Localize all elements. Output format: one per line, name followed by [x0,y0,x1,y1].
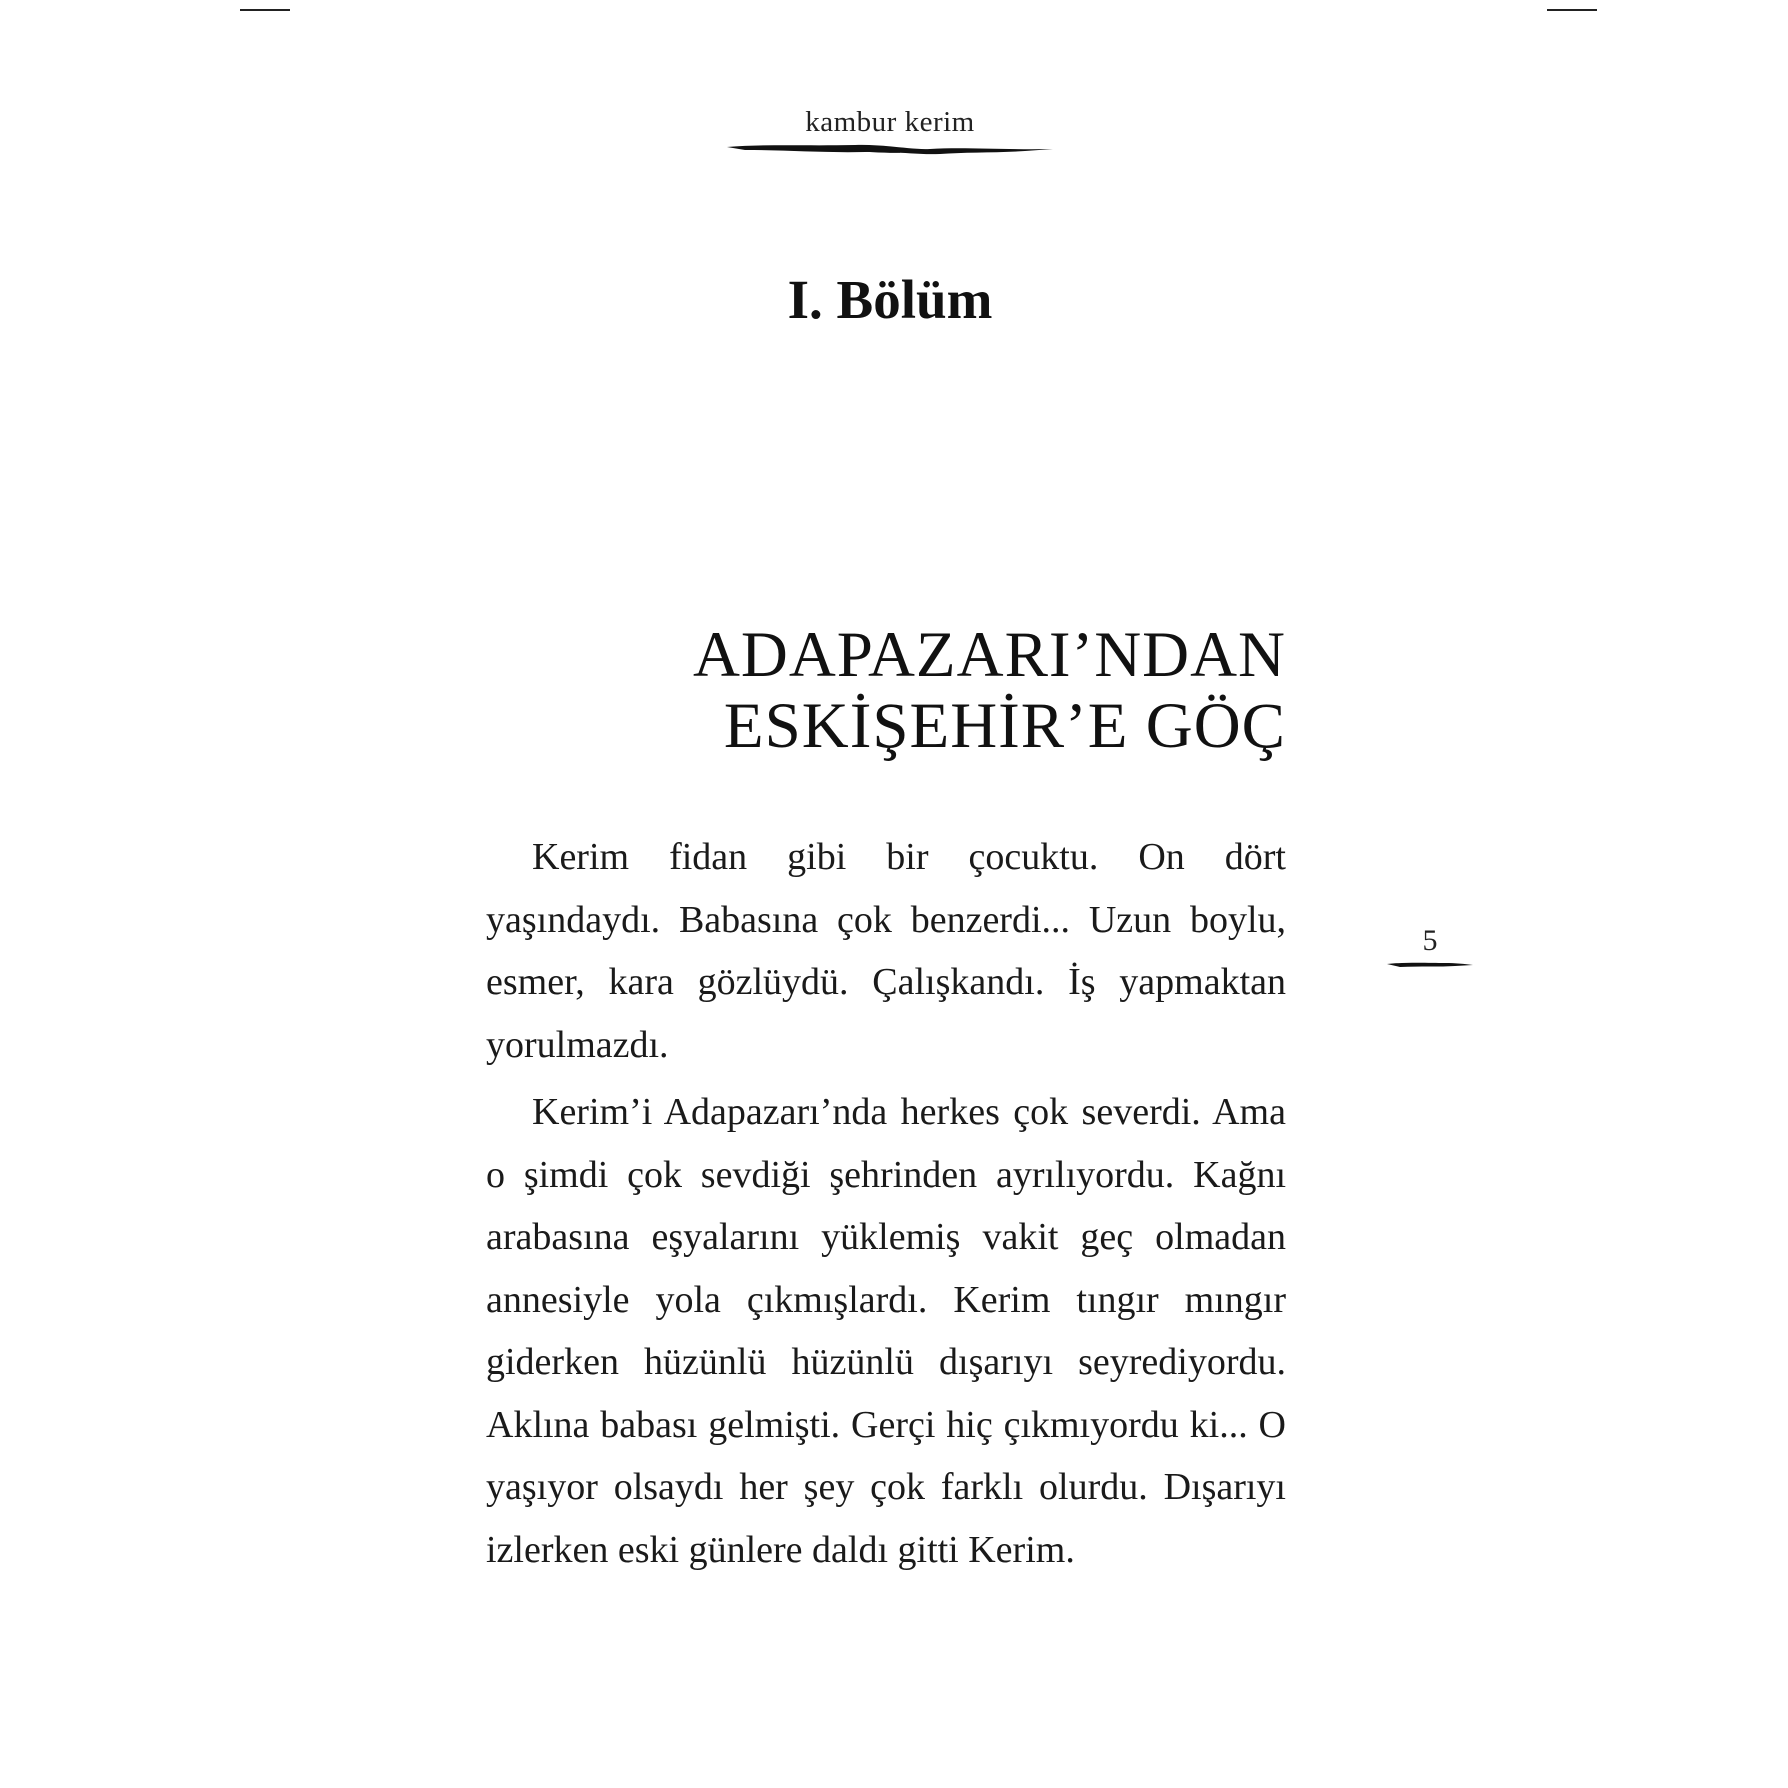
page-number-box [1385,926,1475,975]
running-head-text: kambur kerim [805,106,975,138]
chapter-number: I. Bölüm [787,269,993,330]
page-number-underline [1385,957,1475,971]
crop-mark-left [240,9,290,11]
paragraph: Kerim’i Adapazarı’nda herkes çok severdi. Ama o şimdi çok sevdiği şehrinden ayrılıyordu. Kağnı arabasına eşyalarını yüklemiş vakit geç olmadan annesiyle yola çıkmışlardı. Kerim tıngır mıngır giderken hüzünlü hüzünlü dışarıyı seyrediyordu. Aklına babası gelmişti. Gerçi hiç çıkmıyordu ki... O yaşıyor olsaydı her şey çok farklı olurdu. Dışarıyı izlerken eski günlere daldı gitti Kerim. [486,1091,1286,1571]
chapter-title [560,620,1286,762]
paragraph: Kerim fidan gibi bir çocuktu. On dört yaşındaydı. Babasına çok benzerdi... Uzun boylu, esmer, kara gözlüydü. Çalışkandı. İş yapmaktan yorulmazdı. [486,836,1286,1066]
brush-stroke-ornament [725,141,1055,157]
chapter-title-line-2: ESKİŞEHİR’E GÖÇ [723,690,1286,762]
body-text [486,826,1286,1581]
chapter-title-line-1: ADAPAZARI’NDAN [692,619,1286,691]
running-head [700,106,1080,157]
page-number: 5 [1422,924,1438,957]
crop-mark-right [1547,9,1597,11]
